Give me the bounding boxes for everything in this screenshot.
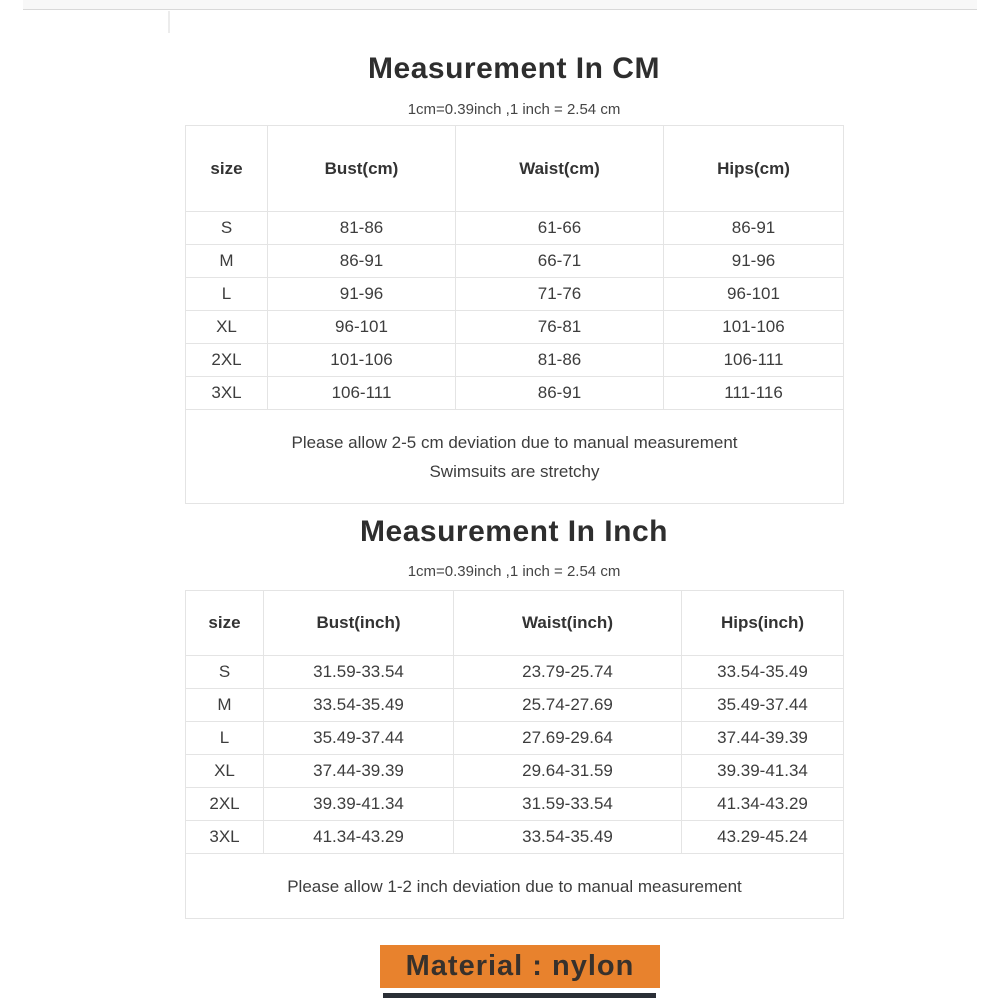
inch-hips-3xl: 43.29-45.24 [682, 821, 844, 854]
cm-note-line-2: Swimsuits are stretchy [429, 461, 600, 481]
inch-bust-xl: 37.44-39.39 [264, 755, 454, 788]
cm-hips-xl: 101-106 [664, 311, 844, 344]
browser-chrome-bar [23, 0, 977, 10]
cm-header-size: size [186, 126, 268, 212]
cm-header-waist: Waist(cm) [456, 126, 664, 212]
cm-waist-xl: 76-81 [456, 311, 664, 344]
table-row [186, 755, 844, 788]
cm-waist-s: 61-66 [456, 212, 664, 245]
inch-size-l: L [186, 722, 264, 755]
cm-conversion-note: 1cm=0.39inch ,1 inch = 2.54 cm [407, 101, 621, 118]
inch-waist-m: 25.74-27.69 [454, 689, 682, 722]
inch-hips-xl: 39.39-41.34 [682, 755, 844, 788]
cm-size-m: M [186, 245, 268, 278]
inch-header-hips: Hips(inch) [682, 591, 844, 656]
inch-hips-s: 33.54-35.49 [682, 656, 844, 689]
cm-waist-2xl: 81-86 [456, 344, 664, 377]
cm-header-hips: Hips(cm) [664, 126, 844, 212]
cm-note-line-1: Please allow 2-5 cm deviation due to manual measurement [291, 432, 738, 452]
inch-hips-l: 37.44-39.39 [682, 722, 844, 755]
inch-header-size: size [186, 591, 264, 656]
cm-hips-2xl: 106-111 [664, 344, 844, 377]
cm-bust-s: 81-86 [268, 212, 456, 245]
inch-waist-2xl: 31.59-33.54 [454, 788, 682, 821]
cm-waist-m: 66-71 [456, 245, 664, 278]
inch-bust-l: 35.49-37.44 [264, 722, 454, 755]
chrome-separator-tick [168, 11, 170, 33]
inch-header-bust: Bust(inch) [264, 591, 454, 656]
cm-bust-l: 91-96 [268, 278, 456, 311]
inch-size-table [185, 590, 844, 919]
inch-deviation-note [186, 854, 844, 919]
inch-bust-2xl: 39.39-41.34 [264, 788, 454, 821]
inch-size-2xl: 2XL [186, 788, 264, 821]
inch-note-line-1: Please allow 1-2 inch deviation due to manual measurement [287, 876, 742, 896]
cm-hips-l: 96-101 [664, 278, 844, 311]
table-row [186, 788, 844, 821]
table-row [186, 212, 844, 245]
cm-size-table [185, 125, 844, 504]
inch-header-row [186, 591, 844, 656]
table-row [186, 311, 844, 344]
material-label: Material : nylon [380, 945, 660, 988]
inch-waist-3xl: 33.54-35.49 [454, 821, 682, 854]
inch-bust-3xl: 41.34-43.29 [264, 821, 454, 854]
cm-hips-m: 91-96 [664, 245, 844, 278]
cm-note-row [186, 410, 844, 504]
inch-waist-xl: 29.64-31.59 [454, 755, 682, 788]
inch-header-waist: Waist(inch) [454, 591, 682, 656]
cm-bust-3xl: 106-111 [268, 377, 456, 410]
cm-bust-m: 86-91 [268, 245, 456, 278]
inch-size-m: M [186, 689, 264, 722]
inch-bust-m: 33.54-35.49 [264, 689, 454, 722]
cm-section-title: Measurement In CM [368, 52, 660, 85]
inch-hips-2xl: 41.34-43.29 [682, 788, 844, 821]
cm-hips-3xl: 111-116 [664, 377, 844, 410]
table-row [186, 377, 844, 410]
table-row [186, 821, 844, 854]
inch-bust-s: 31.59-33.54 [264, 656, 454, 689]
inch-size-3xl: 3XL [186, 821, 264, 854]
table-row [186, 722, 844, 755]
inch-note-row [186, 854, 844, 919]
cm-size-2xl: 2XL [186, 344, 268, 377]
cm-size-xl: XL [186, 311, 268, 344]
inch-size-s: S [186, 656, 264, 689]
cm-size-3xl: 3XL [186, 377, 268, 410]
cm-bust-xl: 96-101 [268, 311, 456, 344]
table-row [186, 278, 844, 311]
table-row [186, 245, 844, 278]
cm-header-bust: Bust(cm) [268, 126, 456, 212]
inch-hips-m: 35.49-37.44 [682, 689, 844, 722]
table-row [186, 344, 844, 377]
inch-section-title: Measurement In Inch [360, 515, 668, 548]
table-row [186, 656, 844, 689]
cm-size-s: S [186, 212, 268, 245]
inch-conversion-note: 1cm=0.39inch ,1 inch = 2.54 cm [407, 563, 621, 580]
table-row [186, 689, 844, 722]
cm-deviation-note [186, 410, 844, 504]
cm-waist-l: 71-76 [456, 278, 664, 311]
cm-header-row [186, 126, 844, 212]
cm-waist-3xl: 86-91 [456, 377, 664, 410]
cm-hips-s: 86-91 [664, 212, 844, 245]
inch-waist-l: 27.69-29.64 [454, 722, 682, 755]
cm-bust-2xl: 101-106 [268, 344, 456, 377]
inch-waist-s: 23.79-25.74 [454, 656, 682, 689]
material-underline [383, 993, 656, 998]
cm-size-l: L [186, 278, 268, 311]
inch-size-xl: XL [186, 755, 264, 788]
